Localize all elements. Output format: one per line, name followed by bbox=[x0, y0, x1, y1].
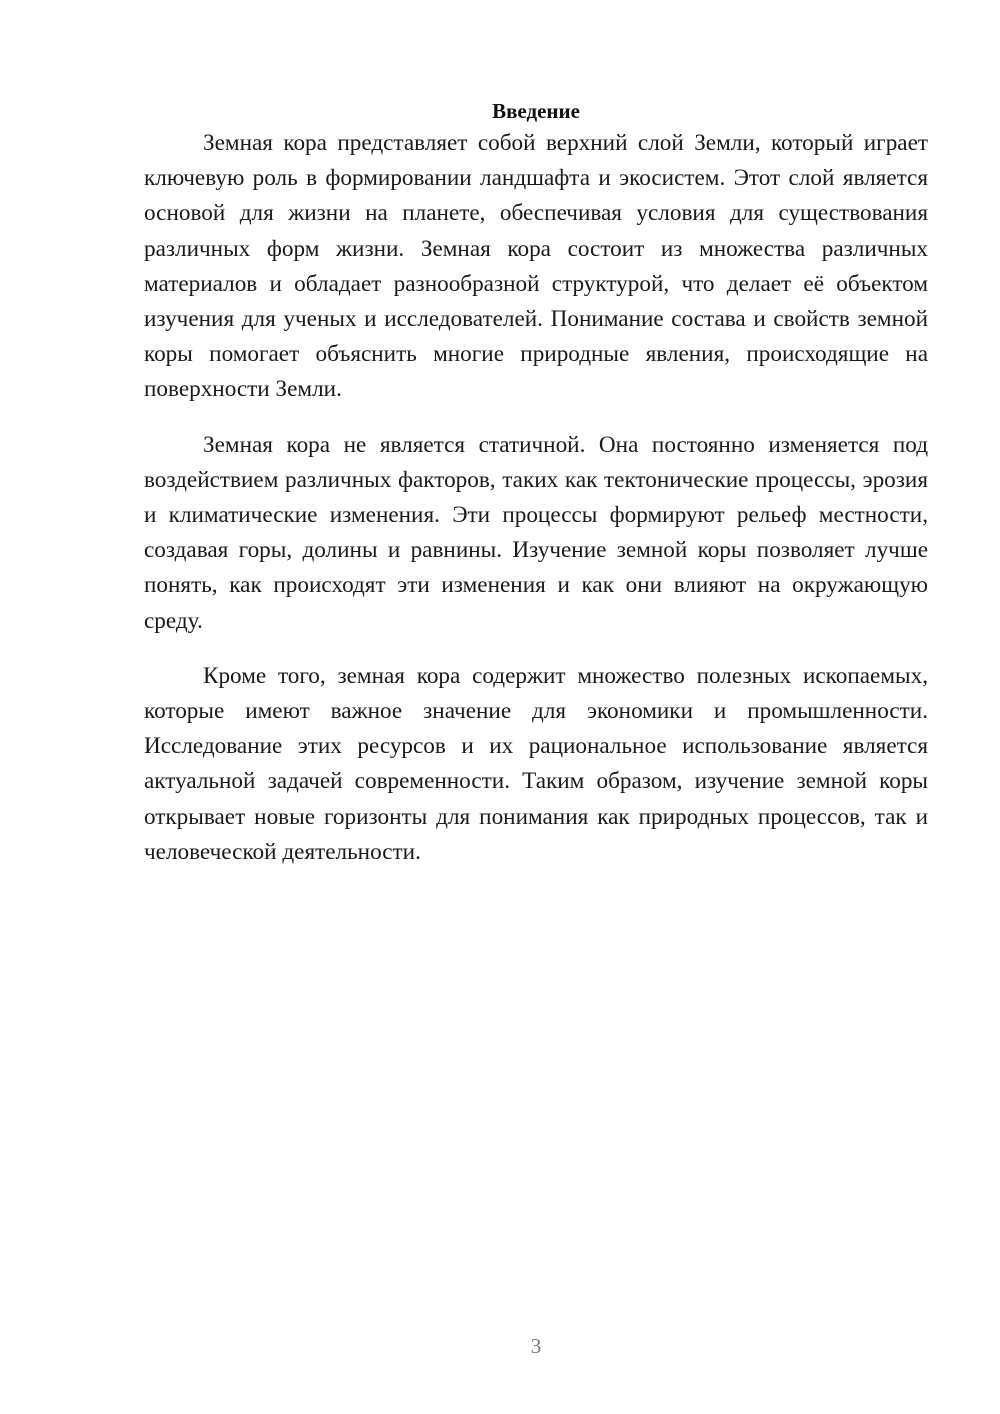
page-content bbox=[144, 94, 928, 890]
page-number: 3 bbox=[530, 1334, 542, 1358]
paragraph-3: Кроме того, земная кора содержит множество полезных ископаемых, которые имеют важное значение для экономики и промышленности. Исследование этих ресурсов и их рациональное использование является актуальной задачей современности. Таким образом, изучение земной коры открывает новые горизонты для понимания как природных процессов, так и человеческой деятельности. bbox=[144, 662, 928, 865]
section-heading: Введение bbox=[492, 99, 580, 123]
paragraph-1: Земная кора представляет собой верхний слой Земли, который играет ключевую роль в формировании ландшафта и экосистем. Этот слой является основой для жизни на планете, обеспечивая условия для существования различных форм жизни. Земная кора состоит из множества различных материалов и обладает разнообразной структурой, что делает её объектом изучения для ученых и исследователей. Понимание состава и свойств земной коры помогает объяснить многие природные явления, происходящие на поверхности Земли. bbox=[144, 130, 928, 403]
paragraph-2: Земная кора не является статичной. Она постоянно изменяется под воздействием различных факторов, таких как тектонические процессы, эрозия и климатические изменения. Эти процессы формируют рельеф местности, создавая горы, долины и равнины. Изучение земной коры позволяет лучше понять, как происходят эти изменения и как они влияют на окружающую среду. bbox=[144, 431, 928, 634]
